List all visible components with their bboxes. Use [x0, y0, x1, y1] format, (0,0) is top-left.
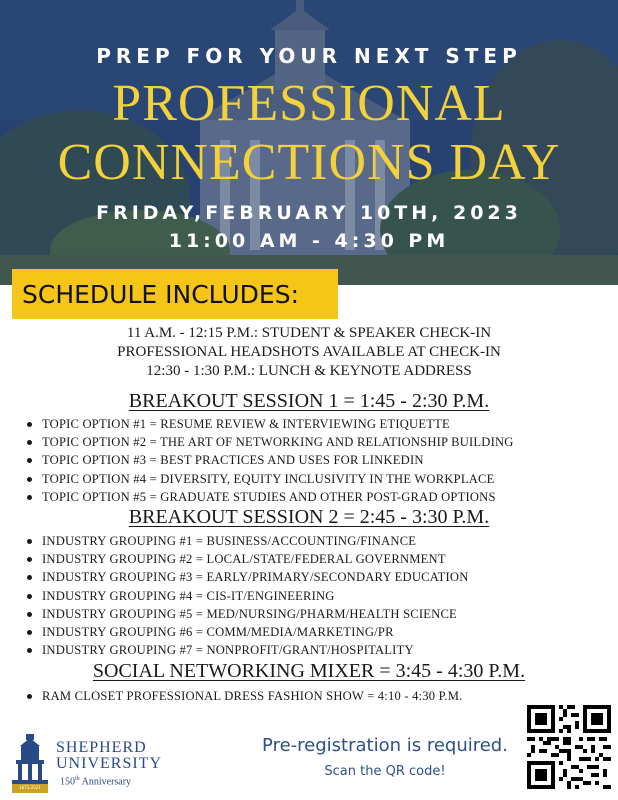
list-item: INDUSTRY GROUPING #7 = NONPROFIT/GRANT/HOSPITALITY	[22, 641, 612, 659]
breakout-session-2-list	[22, 532, 612, 659]
list-item: INDUSTRY GROUPING #1 = BUSINESS/ACCOUNTING/FINANCE	[22, 532, 612, 550]
qr-code[interactable]	[527, 705, 611, 789]
schedule-banner: SCHEDULE INCLUDES:	[12, 269, 338, 319]
schedule-intro	[0, 324, 618, 381]
list-item: INDUSTRY GROUPING #4 = CIS-IT/ENGINEERING	[22, 587, 612, 605]
preregistration-note: Pre-registration is required.	[262, 735, 508, 756]
intro-line: PROFESSIONAL HEADSHOTS AVAILABLE AT CHECK-IN	[117, 344, 501, 360]
list-item: INDUSTRY GROUPING #2 = LOCAL/STATE/FEDERAL GOVERNMENT	[22, 550, 612, 568]
list-item: INDUSTRY GROUPING #5 = MED/NURSING/PHARM/HEALTH SCIENCE	[22, 605, 612, 623]
list-item: TOPIC OPTION #3 = BEST PRACTICES AND USES FOR LINKEDIN	[22, 451, 612, 469]
event-title-line-2: CONNECTIONS DAY	[57, 134, 561, 191]
networking-mixer-list	[22, 687, 612, 705]
anniversary-suffix: th	[75, 776, 80, 782]
intro-line: 11 A.M. - 12:15 P.M.: STUDENT & SPEAKER CHECK-IN	[126, 325, 492, 341]
list-item: TOPIC OPTION #1 = RESUME REVIEW & INTERVIEWING ETIQUETTE	[22, 415, 612, 433]
logo-anniversary	[60, 776, 131, 787]
networking-mixer-heading: SOCIAL NETWORKING MIXER = 3:45 - 4:30 P.M.	[92, 660, 526, 682]
logo-name-line-1: SHEPHERD	[56, 739, 147, 756]
breakout-session-1-list	[22, 415, 612, 506]
list-item: INDUSTRY GROUPING #6 = COMM/MEDIA/MARKETING/PR	[22, 623, 612, 641]
list-item: RAM CLOSET PROFESSIONAL DRESS FASHION SHOW = 4:10 - 4:30 P.M.	[22, 687, 612, 705]
breakout-session-2-heading: BREAKOUT SESSION 2 = 2:45 - 3:30 P.M.	[128, 506, 490, 528]
list-item: INDUSTRY GROUPING #3 = EARLY/PRIMARY/SECONDARY EDUCATION	[22, 568, 612, 586]
event-date: FRIDAY,FEBRUARY 10TH, 2023	[96, 202, 522, 224]
list-item: TOPIC OPTION #4 = DIVERSITY, EQUITY INCLUSIVITY IN THE WORKPLACE	[22, 470, 612, 488]
list-item: TOPIC OPTION #2 = THE ART OF NETWORKING AND RELATIONSHIP BUILDING	[22, 433, 612, 451]
pre-title: PREP FOR YOUR NEXT STEP	[96, 44, 522, 68]
logo-name-line-2: UNIVERSITY	[56, 755, 162, 772]
anniversary-word: Anniversary	[81, 776, 132, 788]
list-item: TOPIC OPTION #5 = GRADUATE STUDIES AND OTHER POST-GRAD OPTIONS	[22, 488, 612, 506]
event-title-line-1: PROFESSIONAL	[112, 75, 506, 132]
logo-years: 1871-2021	[19, 785, 41, 790]
event-time: 11:00 AM - 4:30 PM	[168, 230, 450, 252]
shepherd-university-logo	[8, 734, 162, 794]
breakout-session-1-heading: BREAKOUT SESSION 1 = 1:45 - 2:30 P.M.	[128, 390, 490, 412]
scan-qr-note: Scan the QR code!	[324, 764, 446, 779]
anniversary-number: 150	[60, 776, 75, 788]
intro-line: 12:30 - 1:30 P.M.: LUNCH & KEYNOTE ADDRESS	[146, 363, 472, 379]
